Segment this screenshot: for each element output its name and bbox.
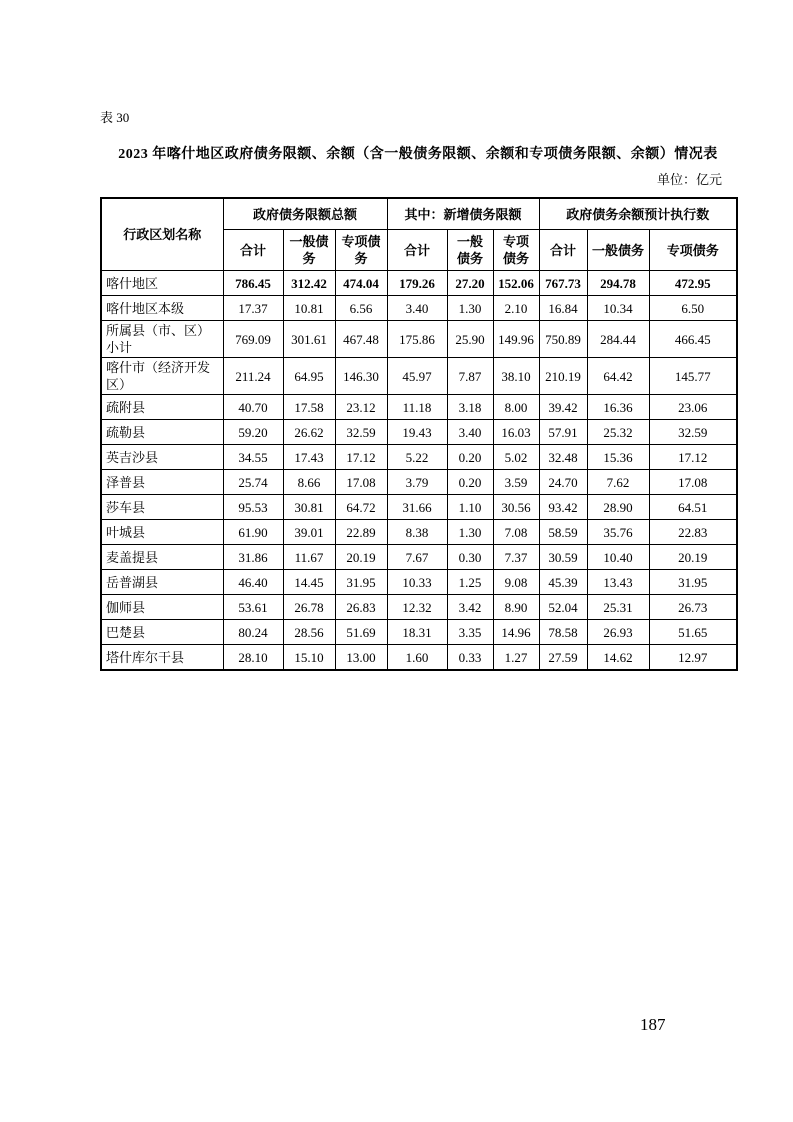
cell-value: 80.24 [223,620,283,645]
cell-value: 769.09 [223,321,283,358]
cell-value: 8.00 [493,395,539,420]
cell-value: 31.95 [335,570,387,595]
cell-value: 22.83 [649,520,737,545]
cell-value: 78.58 [539,620,587,645]
cell-value: 38.10 [493,358,539,395]
cell-value: 301.61 [283,321,335,358]
cell-value: 6.56 [335,296,387,321]
unit-label: 单位：亿元 [656,172,722,187]
region-name: 塔什库尔干县 [101,645,223,671]
cell-value: 767.73 [539,271,587,296]
cell-value: 472.95 [649,271,737,296]
cell-value: 16.84 [539,296,587,321]
table-row [101,358,737,395]
table-row [101,470,737,495]
cell-value: 17.58 [283,395,335,420]
cell-value: 17.12 [649,445,737,470]
cell-value: 175.86 [387,321,447,358]
cell-value: 31.95 [649,570,737,595]
cell-value: 95.53 [223,495,283,520]
table-row [101,495,737,520]
cell-value: 16.03 [493,420,539,445]
cell-value: 28.10 [223,645,283,671]
cell-value: 39.01 [283,520,335,545]
table-row [101,395,737,420]
cell-value: 17.08 [335,470,387,495]
cell-value: 14.45 [283,570,335,595]
cell-value: 34.55 [223,445,283,470]
region-name: 莎车县 [101,495,223,520]
column-header-total-3: 合计 [539,230,587,271]
cell-value: 26.62 [283,420,335,445]
cell-value: 93.42 [539,495,587,520]
debt-table [100,197,738,671]
cell-value: 64.72 [335,495,387,520]
cell-value: 10.81 [283,296,335,321]
cell-value: 16.36 [587,395,649,420]
cell-value: 10.33 [387,570,447,595]
table-row [101,271,737,296]
cell-value: 61.90 [223,520,283,545]
table-row [101,545,737,570]
cell-value: 3.35 [447,620,493,645]
cell-value: 294.78 [587,271,649,296]
cell-value: 15.36 [587,445,649,470]
cell-value: 27.20 [447,271,493,296]
cell-value: 39.42 [539,395,587,420]
cell-value: 13.43 [587,570,649,595]
cell-value: 3.79 [387,470,447,495]
cell-value: 210.19 [539,358,587,395]
page-title: 2023 年喀什地区政府债务限额、余额（含一般债务限额、余额和专项债务限额、余额）情况表 [118,147,718,162]
cell-value: 3.40 [387,296,447,321]
cell-value: 53.61 [223,595,283,620]
cell-value: 8.38 [387,520,447,545]
table-row [101,570,737,595]
cell-value: 14.62 [587,645,649,671]
table-row [101,445,737,470]
cell-value: 17.43 [283,445,335,470]
cell-value: 64.95 [283,358,335,395]
cell-value: 145.77 [649,358,737,395]
cell-value: 12.97 [649,645,737,671]
region-name: 喀什地区 [101,271,223,296]
cell-value: 32.48 [539,445,587,470]
cell-value: 20.19 [335,545,387,570]
cell-value: 0.20 [447,470,493,495]
column-header-general-2: 一般债务 [447,230,493,271]
cell-value: 474.04 [335,271,387,296]
cell-value: 179.26 [387,271,447,296]
cell-value: 25.90 [447,321,493,358]
cell-value: 32.59 [649,420,737,445]
region-name: 巴楚县 [101,620,223,645]
cell-value: 23.12 [335,395,387,420]
cell-value: 19.43 [387,420,447,445]
cell-value: 26.83 [335,595,387,620]
table-row [101,645,737,671]
cell-value: 5.02 [493,445,539,470]
cell-value: 152.06 [493,271,539,296]
cell-value: 51.69 [335,620,387,645]
table-row [101,620,737,645]
cell-value: 17.12 [335,445,387,470]
cell-value: 1.30 [447,296,493,321]
cell-value: 26.78 [283,595,335,620]
region-name: 喀什地区本级 [101,296,223,321]
region-name: 疏附县 [101,395,223,420]
cell-value: 8.66 [283,470,335,495]
page-number: 187 [640,1015,666,1034]
column-group-balance-forecast: 政府债务余额预计执行数 [539,198,737,230]
cell-value: 45.39 [539,570,587,595]
cell-value: 31.66 [387,495,447,520]
cell-value: 20.19 [649,545,737,570]
cell-value: 27.59 [539,645,587,671]
region-name: 麦盖提县 [101,545,223,570]
cell-value: 750.89 [539,321,587,358]
cell-value: 10.40 [587,545,649,570]
cell-value: 786.45 [223,271,283,296]
cell-value: 466.45 [649,321,737,358]
cell-value: 312.42 [283,271,335,296]
cell-value: 11.67 [283,545,335,570]
header-group-row [101,198,737,230]
cell-value: 0.20 [447,445,493,470]
region-name: 叶城县 [101,520,223,545]
cell-value: 58.59 [539,520,587,545]
cell-value: 15.10 [283,645,335,671]
cell-value: 40.70 [223,395,283,420]
cell-value: 26.93 [587,620,649,645]
cell-value: 25.31 [587,595,649,620]
region-name: 伽师县 [101,595,223,620]
column-header-special-2: 专项债务 [493,230,539,271]
cell-value: 7.67 [387,545,447,570]
cell-value: 146.30 [335,358,387,395]
cell-value: 51.65 [649,620,737,645]
region-name: 泽普县 [101,470,223,495]
cell-value: 45.97 [387,358,447,395]
column-group-new-limit: 其中：新增债务限额 [387,198,539,230]
cell-value: 7.62 [587,470,649,495]
cell-value: 1.25 [447,570,493,595]
cell-value: 3.42 [447,595,493,620]
cell-value: 22.89 [335,520,387,545]
cell-value: 0.30 [447,545,493,570]
cell-value: 25.32 [587,420,649,445]
cell-value: 24.70 [539,470,587,495]
cell-value: 6.50 [649,296,737,321]
cell-value: 10.34 [587,296,649,321]
cell-value: 11.18 [387,395,447,420]
column-header-special-1: 专项债务 [335,230,387,271]
cell-value: 26.73 [649,595,737,620]
cell-value: 0.33 [447,645,493,671]
column-header-total-1: 合计 [223,230,283,271]
region-name: 疏勒县 [101,420,223,445]
cell-value: 28.90 [587,495,649,520]
cell-value: 57.91 [539,420,587,445]
table-header [101,198,737,271]
region-name: 所属县（市、区）小计 [101,321,223,358]
cell-value: 25.74 [223,470,283,495]
cell-value: 13.00 [335,645,387,671]
column-header-general-1: 一般债务 [283,230,335,271]
cell-value: 23.06 [649,395,737,420]
table-row [101,520,737,545]
cell-value: 12.32 [387,595,447,620]
table-body [101,271,737,671]
cell-value: 284.44 [587,321,649,358]
cell-value: 30.59 [539,545,587,570]
region-name: 喀什市（经济开发区） [101,358,223,395]
column-header-general-3: 一般债务 [587,230,649,271]
cell-value: 46.40 [223,570,283,595]
cell-value: 7.37 [493,545,539,570]
table-row [101,595,737,620]
cell-value: 1.10 [447,495,493,520]
table-row [101,296,737,321]
cell-value: 52.04 [539,595,587,620]
region-name: 岳普湖县 [101,570,223,595]
cell-value: 7.08 [493,520,539,545]
table-row [101,321,737,358]
cell-value: 7.87 [447,358,493,395]
cell-value: 3.18 [447,395,493,420]
cell-value: 211.24 [223,358,283,395]
region-name: 英吉沙县 [101,445,223,470]
cell-value: 59.20 [223,420,283,445]
column-header-total-2: 合计 [387,230,447,271]
cell-value: 35.76 [587,520,649,545]
cell-value: 64.51 [649,495,737,520]
cell-value: 467.48 [335,321,387,358]
cell-value: 1.27 [493,645,539,671]
cell-value: 18.31 [387,620,447,645]
table-row [101,420,737,445]
cell-value: 149.96 [493,321,539,358]
column-header-region: 行政区划名称 [101,198,223,271]
column-header-special-3: 专项债务 [649,230,737,271]
cell-value: 9.08 [493,570,539,595]
cell-value: 17.37 [223,296,283,321]
column-group-limit-total: 政府债务限额总额 [223,198,387,230]
cell-value: 3.40 [447,420,493,445]
cell-value: 5.22 [387,445,447,470]
cell-value: 17.08 [649,470,737,495]
cell-value: 30.81 [283,495,335,520]
cell-value: 64.42 [587,358,649,395]
cell-value: 31.86 [223,545,283,570]
cell-value: 30.56 [493,495,539,520]
cell-value: 8.90 [493,595,539,620]
cell-value: 1.60 [387,645,447,671]
cell-value: 28.56 [283,620,335,645]
table-number-label: 表 30 [100,110,130,125]
cell-value: 1.30 [447,520,493,545]
cell-value: 32.59 [335,420,387,445]
cell-value: 14.96 [493,620,539,645]
cell-value: 3.59 [493,470,539,495]
cell-value: 2.10 [493,296,539,321]
